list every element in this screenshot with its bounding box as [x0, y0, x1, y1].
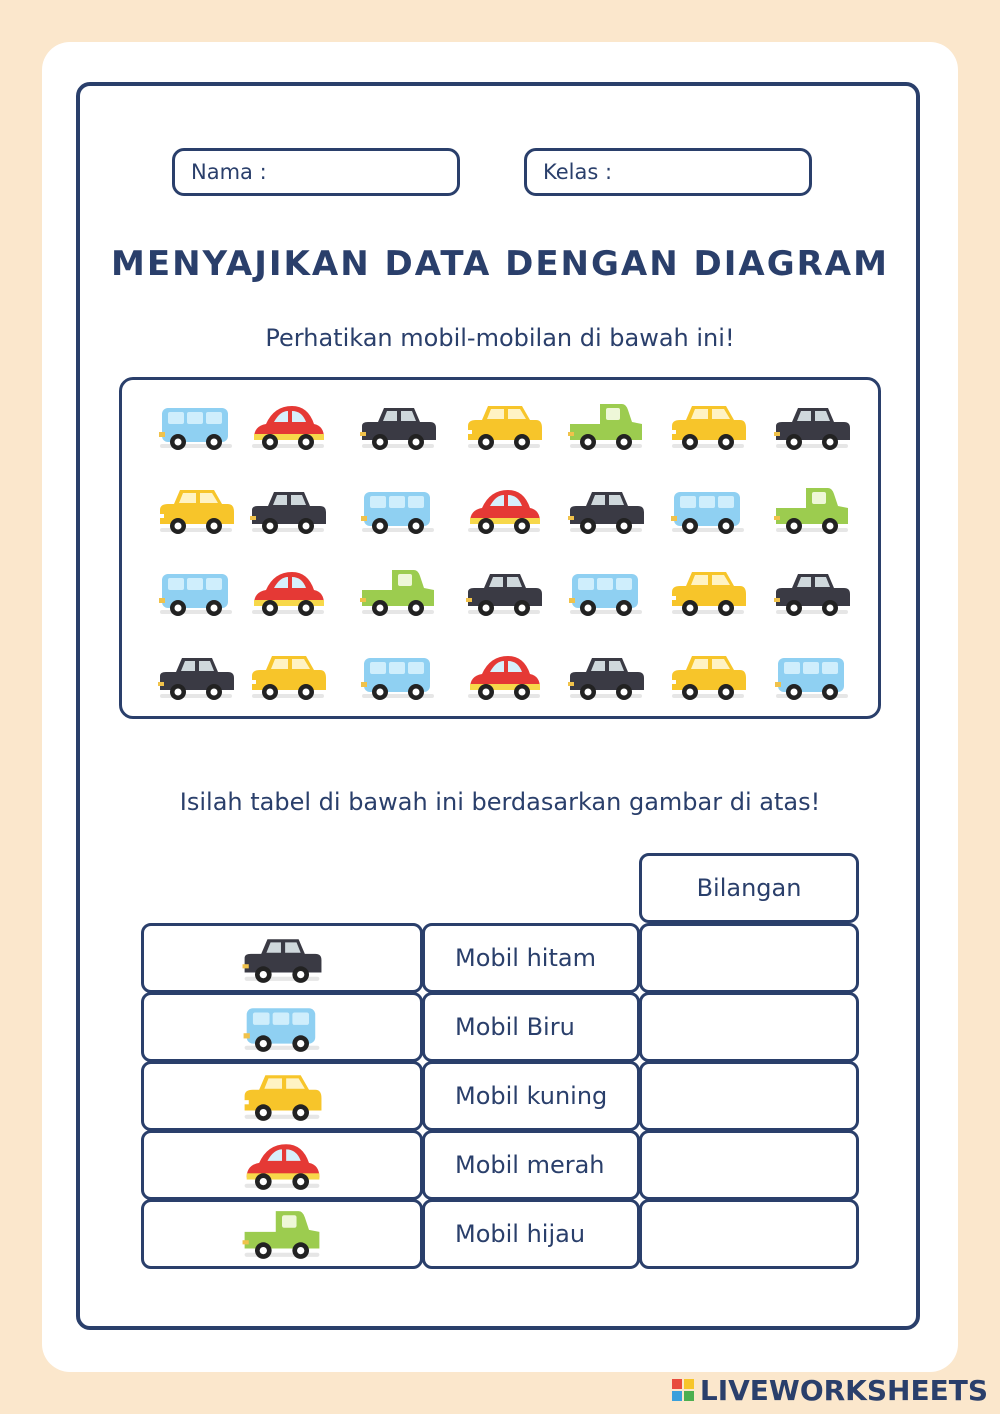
name-field	[172, 148, 460, 196]
yellow-car-icon	[668, 650, 748, 702]
red-car-icon	[464, 484, 544, 536]
red-car-icon	[248, 566, 328, 618]
table-row-label: Mobil Biru	[422, 992, 640, 1062]
table-row-label: Mobil hitam	[422, 923, 640, 993]
blue-car-icon	[566, 566, 646, 618]
yellow-car-icon	[668, 400, 748, 452]
yellow-car-icon	[156, 484, 236, 536]
table-answer-cell	[639, 1199, 859, 1269]
table-answer-cell	[639, 923, 859, 993]
green-car-icon	[566, 400, 646, 452]
count-input-red[interactable]	[651, 1142, 848, 1189]
table-answer-cell	[639, 1130, 859, 1200]
red-car-icon	[240, 1138, 324, 1192]
black-car-icon	[464, 566, 544, 618]
yellow-car-icon	[668, 566, 748, 618]
blue-car-icon	[240, 1000, 324, 1054]
black-car-icon	[248, 484, 328, 536]
name-input[interactable]	[267, 150, 520, 194]
yellow-car-icon	[248, 650, 328, 702]
black-car-icon	[240, 931, 324, 985]
black-car-icon	[772, 566, 852, 618]
black-car-icon	[358, 400, 438, 452]
name-label: Nama :	[191, 160, 267, 184]
instruction-observe: Perhatikan mobil-mobilan di bawah ini!	[265, 324, 735, 352]
count-input-blue[interactable]	[651, 1004, 848, 1051]
table-row-label: Mobil kuning	[422, 1061, 640, 1131]
green-car-icon	[358, 566, 438, 618]
black-car-icon	[156, 650, 236, 702]
yellow-car-icon	[464, 400, 544, 452]
blue-car-icon	[772, 650, 852, 702]
table-answer-cell	[639, 1061, 859, 1131]
black-car-icon	[772, 400, 852, 452]
liveworksheets-logo	[672, 1372, 988, 1408]
table-car-cell	[141, 1130, 423, 1200]
table-header-bilangan: Bilangan	[639, 853, 859, 923]
brand-logo-icon	[672, 1379, 694, 1401]
table-car-cell	[141, 1061, 423, 1131]
table-answer-cell	[639, 992, 859, 1062]
brand-name: LIVEWORKSHEETS	[699, 1373, 988, 1407]
count-input-green[interactable]	[651, 1211, 848, 1258]
yellow-car-icon	[240, 1069, 324, 1123]
count-input-black[interactable]	[651, 935, 848, 982]
red-car-icon	[464, 650, 544, 702]
black-car-icon	[566, 650, 646, 702]
table-car-cell	[141, 1199, 423, 1269]
blue-car-icon	[358, 650, 438, 702]
green-car-icon	[772, 484, 852, 536]
class-input[interactable]	[612, 150, 865, 194]
black-car-icon	[566, 484, 646, 536]
table-row-label: Mobil merah	[422, 1130, 640, 1200]
car-picture-box	[119, 377, 881, 719]
count-input-yellow[interactable]	[651, 1073, 848, 1120]
instruction-fill-table: Isilah tabel di bawah ini berdasarkan gambar di atas!	[179, 788, 821, 816]
class-field	[524, 148, 812, 196]
blue-car-icon	[156, 566, 236, 618]
blue-car-icon	[156, 400, 236, 452]
red-car-icon	[248, 400, 328, 452]
table-car-cell	[141, 992, 423, 1062]
blue-car-icon	[358, 484, 438, 536]
table-row-label: Mobil hijau	[422, 1199, 640, 1269]
page-title: MENYAJIKAN DATA DENGAN DIAGRAM	[111, 244, 889, 284]
class-label: Kelas :	[543, 160, 613, 184]
green-car-icon	[240, 1207, 324, 1261]
table-car-cell	[141, 923, 423, 993]
blue-car-icon	[668, 484, 748, 536]
